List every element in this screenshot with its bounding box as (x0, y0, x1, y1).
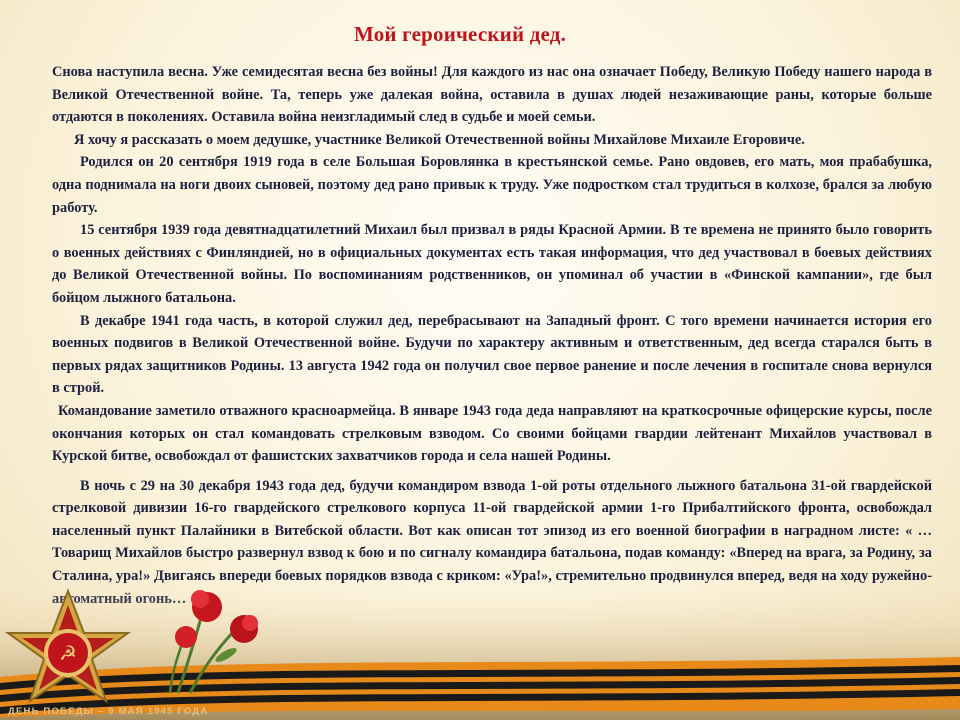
article-body (52, 61, 932, 610)
victory-day-caption: ДЕНЬ ПОБЕДЫ – 9 МАЯ 1945 ГОДА (8, 706, 209, 717)
paragraph-officer-courses: Командование заметило отважного красноармейца. В январе 1943 года деда направляют на краткосрочные офицерские курсы, после окончания которых он стал командовать стрелковым взводом. Со своими бойцами гвардии лейтенант Михайлов участвовал в Курской битве, освобождал от фашистских захватчиков города и села нашей Родины. (52, 402, 932, 465)
svg-text:☭: ☭ (59, 641, 77, 665)
footer-decoration (0, 585, 960, 720)
paragraph-western-front: В декабре 1941 года часть, в которой служил дед, перебрасывают на Западный фронт. С того времени начинается история его военных подвигов в Великой Отечественной войне. Будучи по характеру активным и ответственным, дед всегда старался быть в первых рядах защитников Родины. 13 августа 1942 года он получил свое первое ранение и после лечения в госпитале снова вернулся в строй. (52, 312, 932, 397)
paragraph-intro: Снова наступила весна. Уже семидесятая весна без войны! Для каждого из нас она означает Победу, Великую Победу нашего народа в Великой Отечественной войне. Та, теперь уже далекая война, оставила в душах людей незаживающие раны, которые больше отдаются в поколениях. Оставила война неизгладимый след в судьбе и моей семьи. (52, 64, 932, 126)
paragraph-award-sheet: В ночь с 29 на 30 декабря 1943 года дед, будучи командиром взвода 1-ой роты отдельного лыжного батальона 31-ой гвардейской стрелковой дивизии 16-го гвардейского стрелкового корпуса 11-ой гвардейской армии 1-го Прибалтийского фронта, освобождал населенный пункт Палайники в Витебской области. Вот как описан тот эпизод из его военной биографии в наградном листе: « …Товарищ Михайлов быстро развернул взвод к бою и по сигналу командира батальона, подав команду: «Вперед на врага, за Родину, за Сталина, ура!» Двигаясь впереди боевых порядков взвода с криком: «Ура!», стремительно продвинулся вперед, ведя на ходу ружейно- (52, 477, 932, 585)
page-title: Мой героический дед. (353, 22, 567, 46)
paragraph-grandfather-intro: Я хочу я рассказать о моем дедушке, участнике Великой Отечественной войны Михайлове Михаиле Егоровиче. (74, 131, 805, 148)
paragraph-birth: Родился он 20 сентября 1919 года в селе Большая Боровлянка в крестьянской семье. Рано овдовев, его мать, моя прабабушка, одна поднимала на ноги двоих сыновей, поэтому дед рано привык к труду. Уже подростком стал трудиться в колхозе, брался за любую работу. (52, 154, 932, 216)
paragraph-conscription: 15 сентября 1939 года девятнадцатилетний Михаил был призвал в ряды Красной Армии. В те времена не принято было говорить о военных действиях с Финляндией, но в официальных документах есть такая информация, что дед участвовал в боевых действиях до Великой Отечественной войны. По воспоминаниям родственников, он упоминал об участии в «Финской кампании», где был бойцом лыжного батальона. (52, 222, 932, 306)
